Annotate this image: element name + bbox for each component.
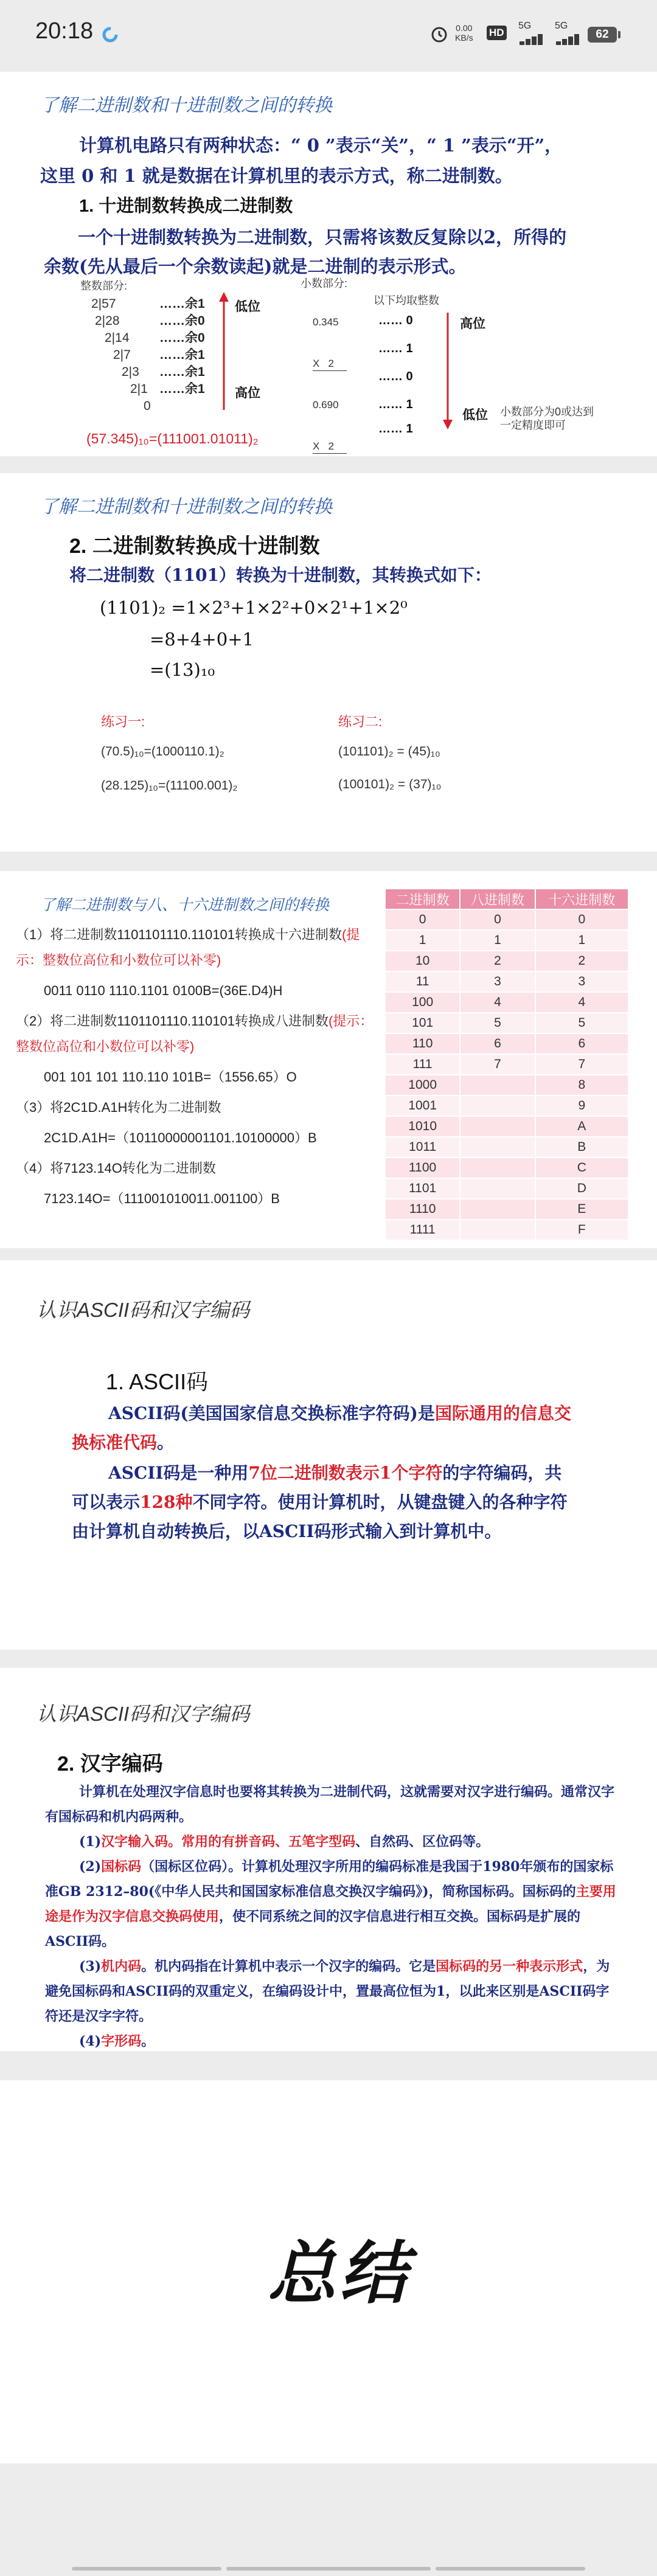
table-cell: 101 bbox=[385, 1013, 460, 1033]
table-cell: 0 bbox=[460, 909, 535, 930]
table-cell bbox=[460, 1075, 535, 1095]
section-heading: 1. ASCII码 bbox=[106, 1369, 209, 1394]
paragraph-internal-code: (3)机内码。机内码指在计算机中表示一个汉字的编码。它是国标码的另一种表示形式，为避免国标码和ASCII码的双重定义，在编码设计中，置最高位恒为1，以此来区别是ASCII码字符还是汉字字符。 bbox=[45, 1959, 610, 2024]
slide-1 bbox=[0, 72, 657, 456]
table-cell: A bbox=[535, 1116, 628, 1137]
table-row bbox=[385, 992, 628, 1013]
exercise-2-a: (101101)₂ = (45)₁₀ bbox=[338, 745, 440, 759]
frac-digit: …… 0 bbox=[378, 314, 413, 327]
net-speed: 0.00 KB/s bbox=[455, 23, 473, 43]
table-cell: 11 bbox=[385, 971, 460, 992]
remainder: ……余0 bbox=[159, 314, 205, 328]
question-2: （2）将二进制数1101101110.110101转换成八进制数(提示：整数位高位和小数位可以补零) bbox=[16, 1013, 374, 1054]
slide-6 bbox=[0, 2080, 657, 2463]
slide-title: 了解二进制数和十进制数之间的转换 bbox=[40, 497, 332, 517]
base-conversion-table bbox=[384, 888, 629, 1241]
table-row bbox=[385, 951, 628, 971]
table-cell: 1100 bbox=[385, 1158, 460, 1178]
table-cell: 3 bbox=[535, 971, 628, 992]
table-row bbox=[385, 971, 628, 992]
down-arrow-icon bbox=[442, 310, 454, 432]
answer-3: 2C1D.A1H=（10110000001101.10100000）B bbox=[44, 1130, 317, 1145]
table-cell: 3 bbox=[460, 971, 535, 992]
answer-1: 0011 0110 1110.1101 0100B=(36E.D4)H bbox=[44, 983, 283, 998]
int-row: 2|57 bbox=[91, 297, 116, 311]
table-cell bbox=[460, 1220, 535, 1240]
ascii-definition: ASCII码(美国国家信息交换标准字符码)是国际通用的信息交换标准代码。 bbox=[72, 1403, 571, 1453]
table-cell: 2 bbox=[460, 951, 535, 971]
table-header-row bbox=[385, 889, 628, 909]
up-arrow-icon bbox=[218, 291, 230, 412]
table-cell: 0 bbox=[385, 909, 460, 930]
remainder: ……余1 bbox=[159, 382, 205, 396]
paragraph-gb-code: (2)国标码（国标区位码）。计算机处理汉字所用的编码标准是我国于1980年颁布的国家标准GB 2312–80(《中华人民共和国国家标准信息交换汉字编码》)，简称国标码。国标码的主要用途是作为汉字信息交换码使用，使不同系统之间的汉字信息进行相互交换。国标码是扩展的ASCII码。 bbox=[45, 1859, 616, 1949]
table-cell bbox=[460, 1137, 535, 1158]
table-row bbox=[385, 1116, 628, 1137]
frac-digit: …… 1 bbox=[378, 398, 413, 411]
remainder: ……余1 bbox=[159, 348, 205, 362]
ascii-description: ASCII码是一种用7位二进制数表示1个字符的字符编码，共可以表示128种不同字符。使用计算机时，从键盘键入的各种字符由计算机自动转换后，以ASCII码形式输入到计算机中。 bbox=[72, 1463, 568, 1541]
table-row bbox=[385, 1054, 628, 1075]
table-cell: 10 bbox=[385, 951, 460, 971]
remainder: ……余1 bbox=[159, 365, 205, 379]
table-row bbox=[385, 1095, 628, 1116]
slide-title: 了解二进制数与八、十六进制数之间的转换 bbox=[40, 897, 330, 914]
frac-digit: …… 1 bbox=[378, 342, 413, 355]
intro-text: 计算机电路只有两种状态：“ 0 ”表示“关”，“ 1 ”表示“开”，这里 0 和 1 就是数据在计算机里的表示方式，称二进制数。 bbox=[40, 135, 563, 186]
frac-row: 0.345 bbox=[313, 316, 339, 328]
table-cell: 1011 bbox=[385, 1137, 460, 1158]
table-cell: 7 bbox=[460, 1054, 535, 1075]
table-cell: 110 bbox=[385, 1033, 460, 1054]
int-division bbox=[91, 296, 151, 415]
paragraph-intro: 计算机在处理汉字信息时也要将其转换为二进制代码，这就需要对汉字进行编码。通常汉字有国标码和机内码两种。 bbox=[45, 1784, 615, 1825]
table-cell bbox=[460, 1116, 535, 1137]
low-label: 低位 bbox=[235, 300, 260, 314]
table-cell: 1001 bbox=[385, 1095, 460, 1116]
frac-row: X 2 bbox=[313, 440, 347, 454]
int-row: 0 bbox=[144, 399, 151, 413]
hint-2: (提示：整数位高位和小数位可以补零) bbox=[16, 1013, 374, 1054]
question-3: （3）将2C1D.A1H转化为二进制数 bbox=[16, 1100, 221, 1115]
status-time: 20:18 bbox=[35, 18, 94, 44]
hd-badge: HD bbox=[487, 26, 507, 40]
slide-title: 了解二进制数和十进制数之间的转换 bbox=[40, 95, 332, 116]
table-row bbox=[385, 930, 628, 951]
loading-icon bbox=[101, 26, 119, 44]
take-int-label: 以下均取整数 bbox=[374, 294, 439, 307]
int-row: 2|3 bbox=[122, 365, 139, 379]
paragraph-glyph-code: (4)字形码。 bbox=[79, 2033, 155, 2049]
table-cell: 1 bbox=[535, 930, 628, 951]
frac-digit: …… 0 bbox=[378, 370, 413, 383]
high-label: 高位 bbox=[235, 386, 260, 400]
slide-title: 认识ASCII码和汉字编码 bbox=[36, 1703, 250, 1725]
table-cell: 1000 bbox=[385, 1075, 460, 1095]
table-cell: E bbox=[535, 1199, 628, 1220]
table-cell: 1111 bbox=[385, 1220, 460, 1240]
table-cell bbox=[460, 1095, 535, 1116]
section-desc: 一个十进制数转换为二进制数，只需将该数反复除以2，所得的余数(先从最后一个余数读起)就是二进制的表示形式。 bbox=[44, 227, 567, 277]
table-cell: 4 bbox=[460, 992, 535, 1013]
table-row bbox=[385, 1199, 628, 1220]
exercise-1-b: (28.125)₁₀=(11100.001)₂ bbox=[101, 779, 238, 793]
table-row bbox=[385, 1158, 628, 1178]
equation-line: =8+4+0+1 bbox=[150, 629, 254, 650]
table-header: 二进制数 bbox=[385, 889, 460, 909]
table-cell: 1010 bbox=[385, 1116, 460, 1137]
conversion-result: (57.345)₁₀=(111001.01011)₂ bbox=[86, 431, 259, 446]
section-heading: 2. 二进制数转换成十进制数 bbox=[69, 535, 320, 558]
table-header: 十六进制数 bbox=[535, 889, 628, 909]
page-indicator-1[interactable] bbox=[72, 2567, 221, 2571]
equation-line: (1101)₂ =1×2³+1×2²+0×2¹+1×2⁰ bbox=[100, 597, 408, 618]
frac-label: 小数部分: bbox=[301, 277, 348, 290]
slide-3 bbox=[0, 871, 657, 1248]
section-desc: 将二进制数（1101）转换为十进制数，其转换式如下： bbox=[69, 565, 492, 585]
table-cell bbox=[460, 1158, 535, 1178]
status-bar: 20:18 0.00 KB/s HD 5G 5G 62 bbox=[0, 0, 657, 72]
chinese-encoding-text bbox=[45, 1780, 620, 2051]
answer-2: 001 101 101 110.110 101B=（1556.65）O bbox=[44, 1069, 297, 1085]
table-cell: 9 bbox=[535, 1095, 628, 1116]
table-cell: 4 bbox=[535, 992, 628, 1013]
table-row bbox=[385, 909, 628, 930]
table-row bbox=[385, 1033, 628, 1054]
exercise-1-a: (70.5)₁₀=(1000110.1)₂ bbox=[101, 745, 224, 759]
hint-1: (提示：整数位高位和小数位可以补零) bbox=[16, 927, 360, 968]
table-row bbox=[385, 1178, 628, 1199]
table-cell: D bbox=[535, 1178, 628, 1199]
int-row: 2|1 bbox=[130, 382, 148, 396]
table-cell: 1 bbox=[460, 930, 535, 951]
table-cell: C bbox=[535, 1158, 628, 1178]
exercise-1-title: 练习一: bbox=[101, 714, 145, 729]
page-indicator-3[interactable] bbox=[436, 2567, 585, 2571]
summary-title: 总结 bbox=[268, 2235, 411, 2311]
slide-5 bbox=[0, 1668, 657, 2051]
slide-4 bbox=[0, 1260, 657, 1650]
table-row bbox=[385, 1137, 628, 1158]
table-header: 八进制数 bbox=[460, 889, 535, 909]
table-cell: 1 bbox=[385, 930, 460, 951]
battery-level: 62 bbox=[596, 28, 609, 41]
table-cell bbox=[460, 1178, 535, 1199]
question-1: （1）将二进制数1101101110.110101转换成十六进制数(提示：整数位高位和小数位可以补零) bbox=[16, 927, 360, 968]
slide-title: 认识ASCII码和汉字编码 bbox=[36, 1299, 250, 1321]
table-row bbox=[385, 1075, 628, 1095]
table-cell: 100 bbox=[385, 992, 460, 1013]
table-cell: 6 bbox=[460, 1033, 535, 1054]
question-block bbox=[16, 922, 381, 1212]
table-cell: 1101 bbox=[385, 1178, 460, 1199]
table-cell: 5 bbox=[460, 1013, 535, 1033]
question-4: （4）将7123.14O转化为二进制数 bbox=[16, 1161, 216, 1176]
battery-tip bbox=[618, 31, 620, 38]
remainder: ……余0 bbox=[159, 331, 205, 345]
table-cell: 2 bbox=[535, 951, 628, 971]
section-heading: 2. 汉字编码 bbox=[57, 1752, 163, 1776]
equation-line: =(13)₁₀ bbox=[150, 659, 215, 680]
table-cell: 1110 bbox=[385, 1199, 460, 1220]
page-indicator-2[interactable] bbox=[226, 2567, 431, 2571]
int-row: 2|14 bbox=[105, 331, 130, 345]
frac-high-label: 高位 bbox=[460, 317, 485, 331]
remainder-list bbox=[159, 296, 205, 398]
frac-low-label: 低位 bbox=[462, 408, 488, 422]
remainder: ……余1 bbox=[159, 297, 205, 311]
battery-icon bbox=[588, 27, 617, 43]
exercise-2-b: (100101)₂ = (37)₁₀ bbox=[338, 777, 442, 791]
table-cell: 0 bbox=[535, 909, 628, 930]
table-row bbox=[385, 1013, 628, 1033]
frac-multiplication bbox=[313, 288, 347, 456]
table-row bbox=[385, 1220, 628, 1240]
table-cell bbox=[460, 1199, 535, 1220]
slide-2 bbox=[0, 473, 657, 852]
exercise-2-title: 练习二: bbox=[338, 714, 383, 729]
frac-digit: …… 1 bbox=[378, 422, 413, 436]
int-row: 2|28 bbox=[95, 314, 120, 328]
table-cell: 8 bbox=[535, 1075, 628, 1095]
answer-4: 7123.14O=（111001010011.001100）B bbox=[44, 1191, 280, 1206]
alarm-icon bbox=[429, 24, 449, 44]
table-cell: 5 bbox=[535, 1013, 628, 1033]
frac-row: 0.690 bbox=[313, 399, 339, 411]
frac-row: X 2 bbox=[313, 357, 347, 372]
table-cell: B bbox=[535, 1137, 628, 1158]
table-cell: 7 bbox=[535, 1054, 628, 1075]
frac-note: 小数部分为0或达到一定精度即可 bbox=[500, 406, 594, 431]
int-row: 2|7 bbox=[113, 348, 131, 362]
paragraph-input-code: (1)汉字输入码。常用的有拼音码、五笔字型码、自然码、区位码等。 bbox=[79, 1834, 490, 1850]
int-label: 整数部分: bbox=[80, 280, 128, 292]
table-cell: F bbox=[535, 1220, 628, 1240]
table-cell: 111 bbox=[385, 1054, 460, 1075]
table-cell: 6 bbox=[535, 1033, 628, 1054]
section-heading: 1. 十进制数转换成二进制数 bbox=[79, 196, 293, 216]
